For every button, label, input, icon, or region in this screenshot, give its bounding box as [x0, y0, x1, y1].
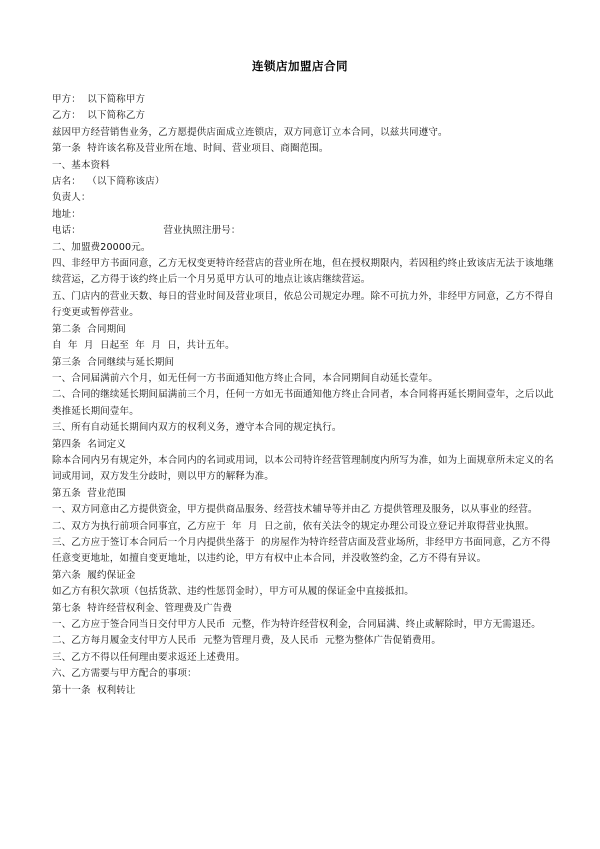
document-line: 第十一条 权利转让 [52, 684, 136, 696]
document-line: 二、加盟费20000元。 [52, 241, 151, 253]
document-line: 地址： [52, 208, 81, 220]
document-line: 一、双方同意由乙方提供资金，甲方提供商品服务、经营技术辅导等并由乙 方提供管理及服务，以从事业的经营。 [52, 504, 538, 516]
document-line: 兹因甲方经营销售业务，乙方愿提供店面成立连锁店，双方同意订立本合同，以兹共同遵守。 [52, 126, 448, 138]
document-line: 第四条 名词定义 [52, 438, 126, 450]
document-line: 二、合同的继续延长期间届满前三个月，任何一方如无书面通知他方终止合同者，本合同将再延长期间壹年，之后以此类推延长期间壹年。 [52, 389, 554, 417]
document-line: 除本合同内另有规定外，本合同内的名词或用词，以本公司特许经营管理制度内所写为准，如为上面规章所未定义的名词或用词，双方发生分歧时，则以甲方的解释为准。 [52, 454, 554, 483]
document-line: 一、乙方应于签合同当日交付甲方人民币 元整，作为特许经营权利金，合同届满、终止或解除时，甲方无需退还。 [52, 619, 541, 630]
document-line: 第一条 特许该名称及营业所在地、时间、营业项目、商圈范围。 [52, 143, 329, 155]
document-line: 第五条 营业范围 [52, 487, 126, 499]
document-line: 自 年 月 日起至 年 月 日，共计五年。 [52, 340, 235, 352]
document-line: 三、所有自动延长期间内双方的权利义务，遵守本合同的规定执行。 [52, 422, 342, 434]
document-line: 乙方： 以下简称乙方 [52, 110, 146, 122]
document-line: 甲方： 以下简称甲方 [52, 94, 146, 105]
document-line: 一、基本资料 [52, 159, 110, 171]
document-line: 如乙方有积欠款项（包括货款、违约性惩罚金时），甲方可从履的保证金中直接抵扣。 [52, 586, 414, 598]
document-line: 第六条 履约保证金 [52, 569, 136, 581]
document-line: 第七条 特许经营权利金、管理费及广告费 [52, 602, 233, 614]
document-line: 二、乙方每月履金支付甲方人民币 元整为管理月费，及人民币 元整为整体广告促销费用。 [52, 635, 442, 647]
document-line: 四、非经甲方书面同意，乙方无权变更特许经营店的营业所在地，但在授权期限内，若因租约终止致该店无法于该地继续营运，乙方得于该约终止后一个月另觅甲方认可的地点让该店继续营运。 [52, 258, 554, 286]
document-line: 电话： 营业执照注册号： [52, 225, 241, 237]
document-line: 三、乙方不得以任何理由要求返还上述费用。 [52, 651, 246, 663]
page-title: 连锁店加盟店合同 [252, 59, 348, 73]
document-body [44, 92, 556, 699]
document-line: 第三条 合同继续与延长期间 [52, 356, 175, 368]
document-line: 五、门店内的营业天数、每日的营业时间及营业项目，依总公司规定办理。除不可抗力外，非经甲方同意，乙方不得自行变更或暂停营业。 [52, 290, 554, 319]
document-line: 第二条 合同期间 [52, 323, 126, 335]
document-line: 三、乙方应于签订本合同后一个月内提供坐落于 的房屋作为特许经营店面及营业场所，非经甲方书面同意，乙方不得任意变更地址，如擅自变更地址，以违约论，甲方有权中止本合同，并没收签约金，乙方不得有异议。 [52, 536, 551, 565]
document-line: 负责人： [52, 192, 91, 204]
document-line: 六、乙方需要与甲方配合的事项： [52, 668, 197, 680]
document-line: 店名： （以下简称该店） [52, 176, 165, 188]
document-line: 一、合同届满前六个月，如无任何一方书面通知他方终止合同，本合同期间自动延长壹年。 [52, 372, 439, 384]
document-line: 二、双方为执行前项合同事宜，乙方应于 年 月 日之前，依有关法令的规定办理公司设立登记并取得营业执照。 [52, 520, 535, 532]
